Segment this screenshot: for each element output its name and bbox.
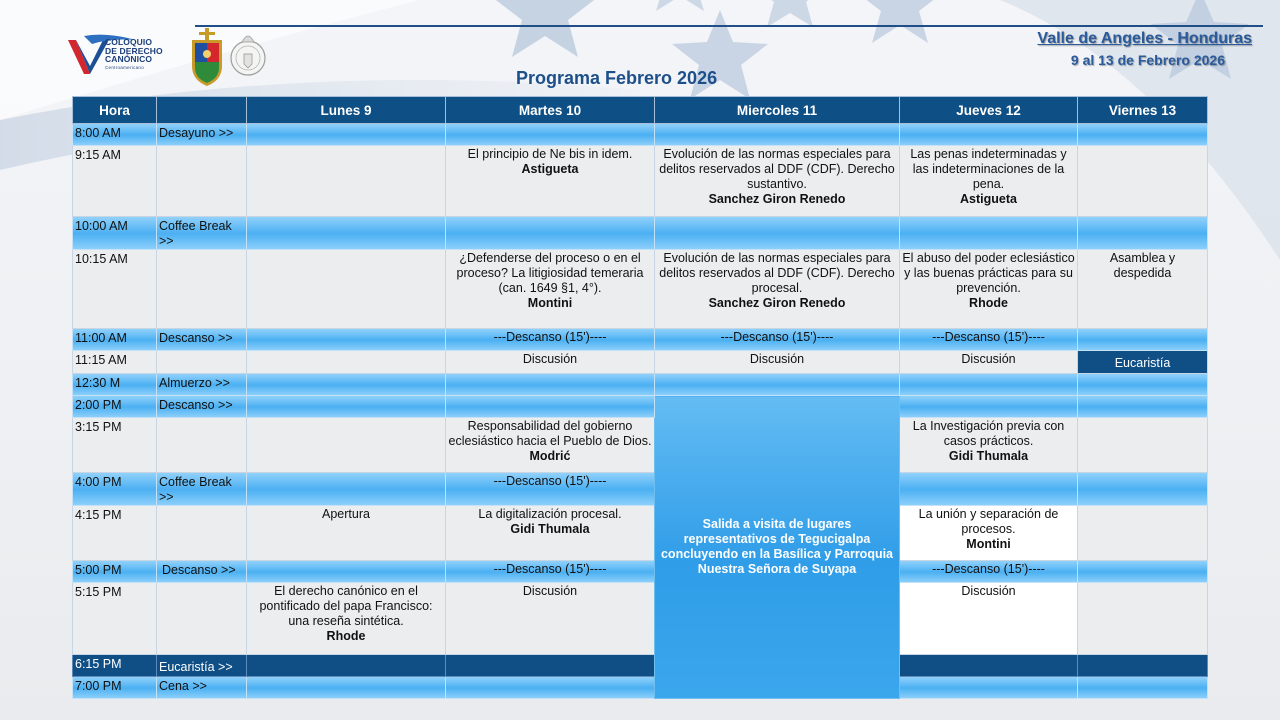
excursion-cell: Salida a visita de lugares representativos de Tegucigalpa concluyendo en la Basílica y Parroquia Nuestra Señora de Suyapa: [655, 396, 900, 699]
session-cell: Discusión: [900, 351, 1078, 374]
empty-cell: [247, 146, 446, 217]
activity-cell: Almuerzo >>: [157, 374, 247, 396]
speaker-name: Montini: [966, 537, 1011, 551]
table-row: [73, 418, 1208, 473]
empty-cell: [446, 217, 655, 250]
time-cell: 4:15 PM: [73, 506, 157, 561]
empty-cell: [247, 329, 446, 351]
time-cell: 9:15 AM: [73, 146, 157, 217]
empty-cell: [900, 655, 1078, 677]
activity-cell: Coffee Break >>: [157, 217, 247, 250]
time-cell: 8:00 AM: [73, 124, 157, 146]
time-cell: 3:15 PM: [73, 418, 157, 473]
activity-cell: Cena >>: [157, 677, 247, 699]
empty-cell: [446, 374, 655, 396]
coat-of-arms-icon: [188, 28, 226, 90]
session-cell: El derecho canónico en el pontificado del papa Francisco: una reseña sintética. Rhode: [247, 583, 446, 655]
empty-cell: [157, 351, 247, 374]
empty-cell: [900, 677, 1078, 699]
time-cell: 12:30 M: [73, 374, 157, 396]
empty-cell: [247, 124, 446, 146]
break-cell: ---Descanso (15')----: [446, 561, 655, 583]
table-row: [73, 329, 1208, 351]
break-cell: ---Descanso (15')----: [655, 329, 900, 351]
break-cell: ---Descanso (15')----: [446, 473, 655, 506]
speaker-name: Rhode: [969, 296, 1008, 310]
empty-cell: [1078, 583, 1208, 655]
session-cell: Discusión: [446, 351, 655, 374]
empty-cell: [1078, 329, 1208, 351]
empty-cell: [157, 250, 247, 329]
column-header-lunes: Lunes 9: [247, 97, 446, 124]
column-header-hora: Hora: [73, 97, 157, 124]
session-cell: Asamblea y despedida: [1078, 250, 1208, 329]
papal-emblem-icon: [229, 28, 267, 84]
empty-cell: [247, 250, 446, 329]
empty-cell: [157, 146, 247, 217]
header-rule: [195, 25, 1263, 27]
time-cell: 10:15 AM: [73, 250, 157, 329]
break-cell: ---Descanso (15')----: [900, 329, 1078, 351]
session-cell: Responsabilidad del gobierno eclesiástico hacia el Pueblo de Dios. Modrić: [446, 418, 655, 473]
session-cell: Evolución de las normas especiales para delitos reservados al DDF (CDF). Derecho sustantivo. Sanchez Giron Renedo: [655, 146, 900, 217]
time-cell: 11:00 AM: [73, 329, 157, 351]
empty-cell: [900, 374, 1078, 396]
empty-cell: [247, 418, 446, 473]
table-row: [73, 374, 1208, 396]
speaker-name: Astigueta: [960, 192, 1017, 206]
empty-cell: [1078, 124, 1208, 146]
empty-cell: [1078, 561, 1208, 583]
activity-cell: Descanso >>: [157, 329, 247, 351]
empty-cell: [900, 217, 1078, 250]
time-cell: 11:15 AM: [73, 351, 157, 374]
time-cell: 5:00 PM: [73, 561, 157, 583]
empty-cell: [655, 217, 900, 250]
empty-cell: [1078, 396, 1208, 418]
empty-cell: [247, 655, 446, 677]
empty-cell: [157, 583, 247, 655]
table-row: [73, 217, 1208, 250]
table-row: [73, 124, 1208, 146]
speaker-name: Modrić: [529, 449, 571, 463]
event-dates: 9 al 13 de Febrero 2026: [1070, 52, 1225, 68]
empty-cell: [446, 677, 655, 699]
session-cell: El principio de Ne bis in idem. Astigueta: [446, 146, 655, 217]
table-row: [73, 561, 1208, 583]
activity-cell: Coffee Break >>: [157, 473, 247, 506]
speaker-name: Astigueta: [521, 162, 579, 176]
empty-cell: [900, 473, 1078, 506]
empty-cell: [1078, 146, 1208, 217]
empty-cell: [900, 124, 1078, 146]
table-header-row: [73, 97, 1208, 124]
speaker-name: Montini: [527, 296, 573, 310]
star-icon: [856, 0, 944, 43]
session-cell: La digitalización procesal. Gidi Thumala: [446, 506, 655, 561]
column-header-miercoles: Miercoles 11: [655, 97, 900, 124]
empty-cell: [247, 677, 446, 699]
empty-cell: [247, 217, 446, 250]
speaker-name: Gidi Thumala: [948, 449, 1029, 463]
schedule-table: [72, 96, 1208, 699]
empty-cell: [247, 396, 446, 418]
activity-cell: Descanso >>: [157, 396, 247, 418]
eucaristia-cell: Eucaristía: [1078, 351, 1208, 374]
session-cell: Las penas indeterminadas y las indeterminaciones de la pena. Astigueta: [900, 146, 1078, 217]
column-header-jueves: Jueves 12: [900, 97, 1078, 124]
empty-cell: [446, 124, 655, 146]
speaker-name: Sanchez Giron Renedo: [708, 192, 846, 206]
empty-cell: [655, 374, 900, 396]
column-header-viernes: Viernes 13: [1078, 97, 1208, 124]
empty-cell: [157, 418, 247, 473]
empty-cell: [157, 506, 247, 561]
empty-cell: [1078, 677, 1208, 699]
speaker-name: Sanchez Giron Renedo: [708, 296, 846, 310]
empty-cell: [247, 473, 446, 506]
column-header-activity: [157, 97, 247, 124]
session-cell: La Investigación previa con casos prácticos. Gidi Thumala: [900, 418, 1078, 473]
empty-cell: [446, 396, 655, 418]
empty-cell: [1078, 473, 1208, 506]
logo-text: COLOQUIO DE DERECHO CANÓNICO Centroamericano: [105, 37, 163, 70]
empty-cell: [247, 374, 446, 396]
empty-cell: [1078, 217, 1208, 250]
table-row: [73, 396, 1208, 418]
time-cell: 5:15 PM: [73, 583, 157, 655]
break-cell: ---Descanso (15')----: [446, 329, 655, 351]
table-row: [73, 583, 1208, 655]
table-row: [73, 677, 1208, 699]
empty-cell: [446, 655, 655, 677]
star-icon: [754, 0, 826, 27]
table-row: [73, 655, 1208, 677]
session-cell: La unión y separación de procesos. Montini: [900, 506, 1078, 561]
break-cell: ---Descanso (15')----: [900, 561, 1078, 583]
activity-cell: Desayuno >>: [157, 124, 247, 146]
activity-cell: Eucaristía >>: [157, 655, 247, 677]
session-cell: Apertura: [247, 506, 446, 561]
time-cell: 6:15 PM: [73, 655, 157, 677]
speaker-name: Gidi Thumala: [510, 522, 590, 536]
empty-cell: [900, 396, 1078, 418]
event-location: Valle de Angeles - Honduras: [1037, 30, 1252, 47]
table-row: [73, 473, 1208, 506]
star-icon: [642, 0, 718, 11]
empty-cell: [1078, 655, 1208, 677]
table-row: [73, 506, 1208, 561]
empty-cell: [247, 351, 446, 374]
activity-cell: Descanso >>: [157, 561, 247, 583]
time-cell: 10:00 AM: [73, 217, 157, 250]
session-cell: Discusión: [900, 583, 1078, 655]
time-cell: 7:00 PM: [73, 677, 157, 699]
session-cell: Discusión: [446, 583, 655, 655]
table-row: [73, 146, 1208, 217]
column-header-martes: Martes 10: [446, 97, 655, 124]
empty-cell: [1078, 418, 1208, 473]
empty-cell: [1078, 506, 1208, 561]
star-icon: [492, 0, 598, 57]
time-cell: 2:00 PM: [73, 396, 157, 418]
session-cell: Discusión: [655, 351, 900, 374]
empty-cell: [1078, 374, 1208, 396]
time-cell: 4:00 PM: [73, 473, 157, 506]
session-cell: ¿Defenderse del proceso o en el proceso? La litigiosidad temeraria (can. 1649 §1, 4°). Montini: [446, 250, 655, 329]
empty-cell: [247, 561, 446, 583]
speaker-name: Rhode: [326, 629, 366, 643]
page-title: Programa Febrero 2026: [516, 68, 718, 88]
empty-cell: [655, 124, 900, 146]
table-row: [73, 250, 1208, 329]
table-row: [73, 351, 1208, 374]
session-cell: Evolución de las normas especiales para delitos reservados al DDF (CDF). Derecho procesal. Sanchez Giron Renedo: [655, 250, 900, 329]
session-cell: El abuso del poder eclesiástico y las buenas prácticas para su prevención. Rhode: [900, 250, 1078, 329]
